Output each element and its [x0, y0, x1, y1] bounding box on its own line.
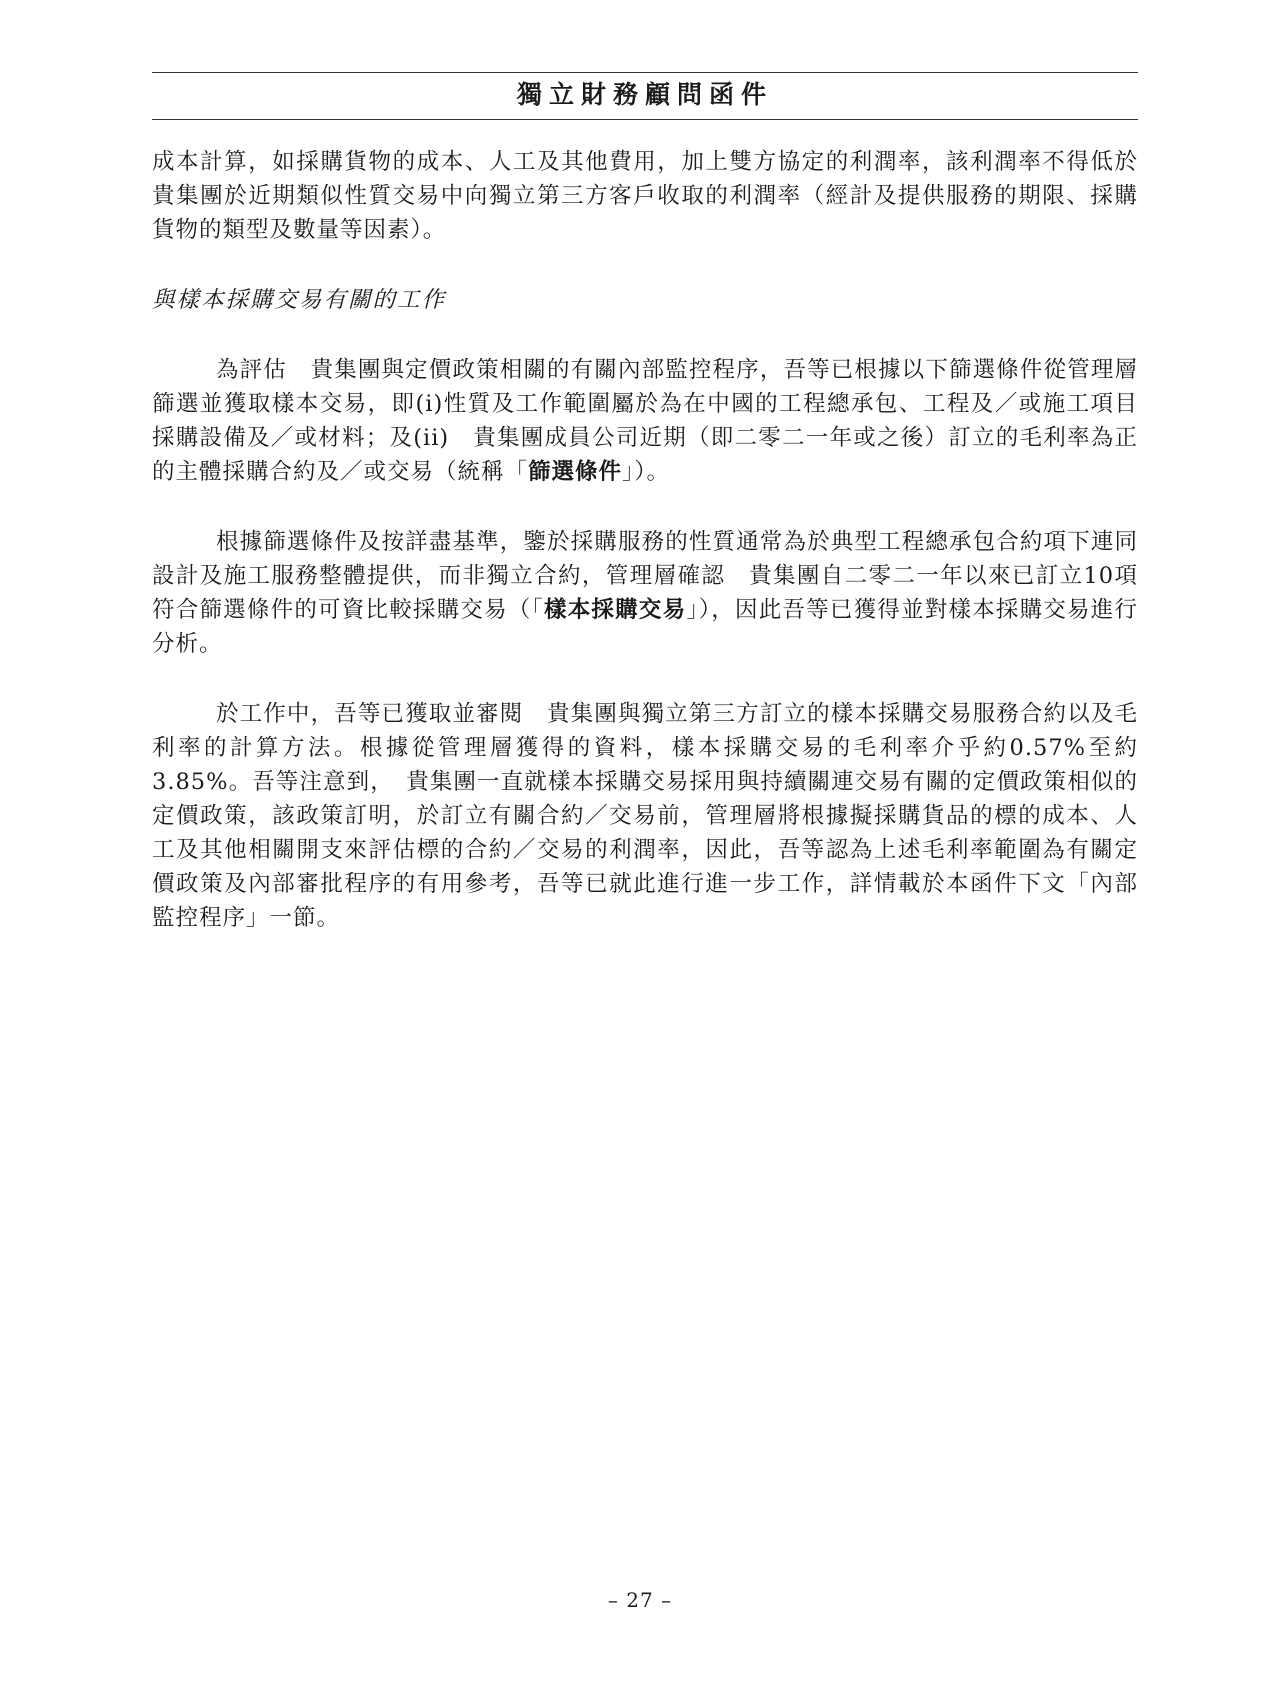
paragraph-text: 為評估 貴集團與定價政策相關的有關內部監控程序，吾等已根據以下篩選條件從管理層篩選並獲取樣本交易，即(i)性質及工作範圍屬於為在中國的工程總承包、工程及／或施工項目採購設備及／或材料；及(ii) 貴集團成員公司近期（即二零二一年或之後）訂立的毛利率為正的主體採購合約及／或交易（統稱「: [152, 357, 1138, 485]
section-heading: 與樣本採購交易有關的工作: [152, 287, 447, 313]
header-title: 獨立財務顧問函件: [516, 80, 773, 109]
paragraph-continuation: 成本計算，如採購貨物的成本、人工及其他費用，加上雙方協定的利潤率，該利潤率不得低於 貴集團於近期類似性質交易中向獨立第三方客戶收取的利潤率（經計及提供服務的期限、採購貨物的類型及數量等因素）。: [152, 149, 1162, 243]
defined-term: 篩選條件: [528, 459, 623, 485]
page-number: – 27 –: [607, 1588, 673, 1612]
page-header: [152, 72, 1138, 120]
paragraph-work-performed: 於工作中，吾等已獲取並審閱 貴集團與獨立第三方訂立的樣本採購交易服務合約以及毛利率的計算方法。根據從管理層獲得的資料，樣本採購交易的毛利率介乎約0.57%至約3.85%。吾等注意到， 貴集團一直就樣本採購交易採用與持續關連交易有關的定價政策相似的定價政策，該政策訂明，於訂立有關合約／交易前，管理層將根據擬採購貨品的標的成本、人工及其他相關開支來評估標的合約／交易的利潤率，因此，吾等認為上述毛利率範圍為有關定價政策及內部審批程序的有用參考，吾等已就此進行進一步工作，詳情載於本函件下文「內部監控程序」一節。: [152, 701, 1138, 931]
paragraph-sample-transactions: [152, 525, 1138, 661]
paragraph-text: 根據篩選條件及按詳盡基準，鑒於採購服務的性質通常為於典型工程總承包合約項下連同設計及施工服務整體提供，而非獨立合約，管理層確認 貴集團自二零二一年以來已訂立10項符合篩選條件的可資比較採購交易（「: [152, 529, 1138, 623]
paragraph-text: 」），因此吾等已獲得並對樣本採購交易進行分析。: [152, 597, 1138, 657]
paragraph-text: 」）。: [622, 459, 671, 485]
paragraph-screening-criteria: [152, 353, 1138, 489]
page-content: [152, 145, 1162, 971]
defined-term: 樣本採購交易: [543, 597, 687, 623]
